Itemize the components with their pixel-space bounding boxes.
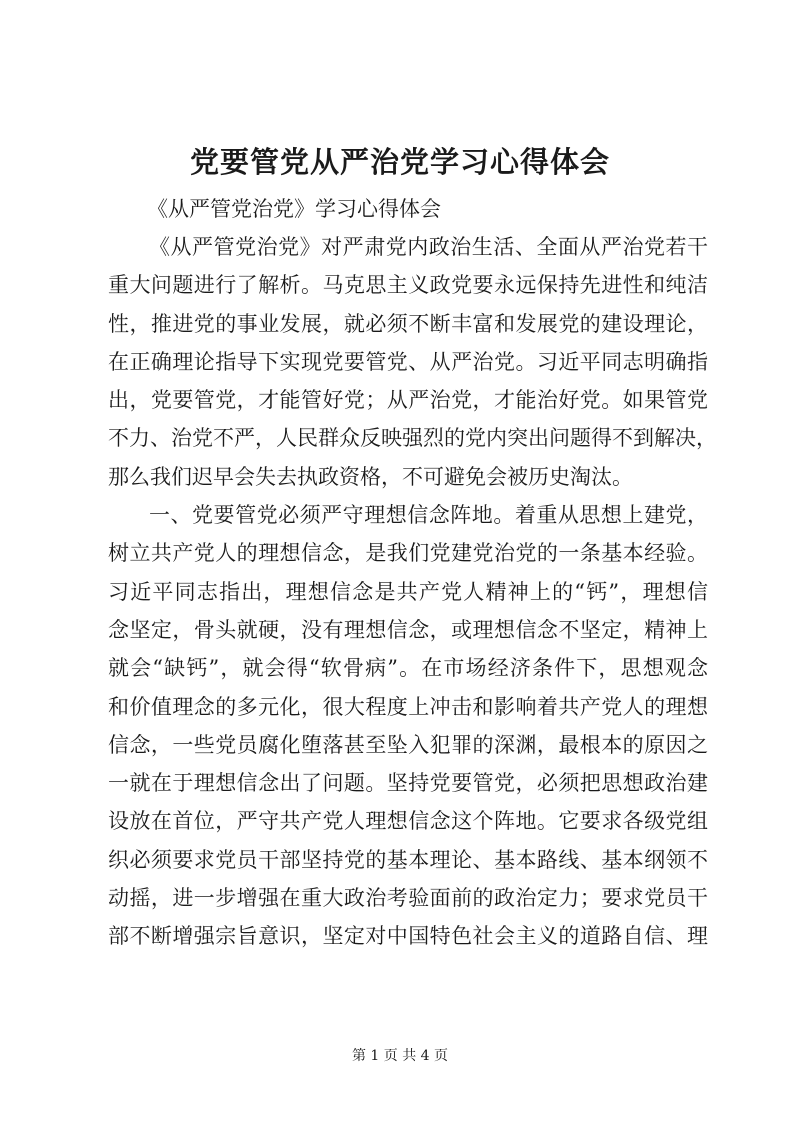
document-body (108, 228, 717, 956)
paragraph-line: 在正确理论指导下实现党要管党、从严治党。习近平同志明确指 (108, 349, 708, 374)
paragraph-line: 那么我们迟早会失去执政资格，不可避免会被历史淘汰。 (108, 464, 633, 489)
paragraph-line: 习近平同志指出，理想信念是共产党人精神上的“钙”，理想信 (108, 579, 708, 604)
paragraph-line: 念坚定，骨头就硬，没有理想信念，或理想信念不坚定，精神上 (108, 617, 708, 642)
paragraph-line: 《从严管党治党》对严肃党内政治生活、全面从严治党若干 (149, 235, 708, 259)
paragraph-line: 重大问题进行了解析。马克思主义政党要永远保持先进性和纯洁 (108, 273, 708, 298)
paragraph-line: 信念，一些党员腐化堕落甚至坠入犯罪的深渊，最根本的原因之 (108, 732, 708, 757)
paragraph-line: 性，推进党的事业发展，就必须不断丰富和发展党的建设理论， (108, 311, 708, 336)
paragraph-line: 一、党要管党必须严守理想信念阵地。着重从思想上建党， (149, 503, 708, 528)
paragraph-line: 就会“缺钙”，就会得“软骨病”。在市场经济条件下，思想观念 (108, 656, 708, 681)
document-subtitle: 《从严管党治党》学习心得体会 (147, 197, 441, 221)
paragraph-line: 部不断增强宗旨意识，坚定对中国特色社会主义的道路自信、理 (108, 924, 708, 949)
paragraph-line: 一就在于理想信念出了问题。坚持党要管党，必须把思想政治建 (108, 771, 708, 796)
paragraph-line: 动摇，进一步增强在重大政治考验面前的政治定力；要求党员干 (108, 886, 708, 911)
paragraph-line: 出，党要管党，才能管好党；从严治党，才能治好党。如果管党 (108, 388, 708, 413)
document-title: 党要管党从严治党学习心得体会 (189, 145, 610, 179)
page-number-footer: 第 1 页 共 4 页 (351, 1048, 449, 1064)
paragraph-line: 织必须要求党员干部坚持党的基本理论、基本路线、基本纲领不 (108, 847, 708, 872)
paragraph-line: 和价值理念的多元化，很大程度上冲击和影响着共产党人的理想 (108, 694, 708, 719)
paragraph-line: 设放在首位，严守共产党人理想信念这个阵地。它要求各级党组 (108, 809, 708, 834)
paragraph-line: 不力、治党不严，人民群众反映强烈的党内突出问题得不到解决， (108, 426, 717, 451)
paragraph-line: 树立共产党人的理想信念，是我们党建党治党的一条基本经验。 (108, 541, 708, 566)
